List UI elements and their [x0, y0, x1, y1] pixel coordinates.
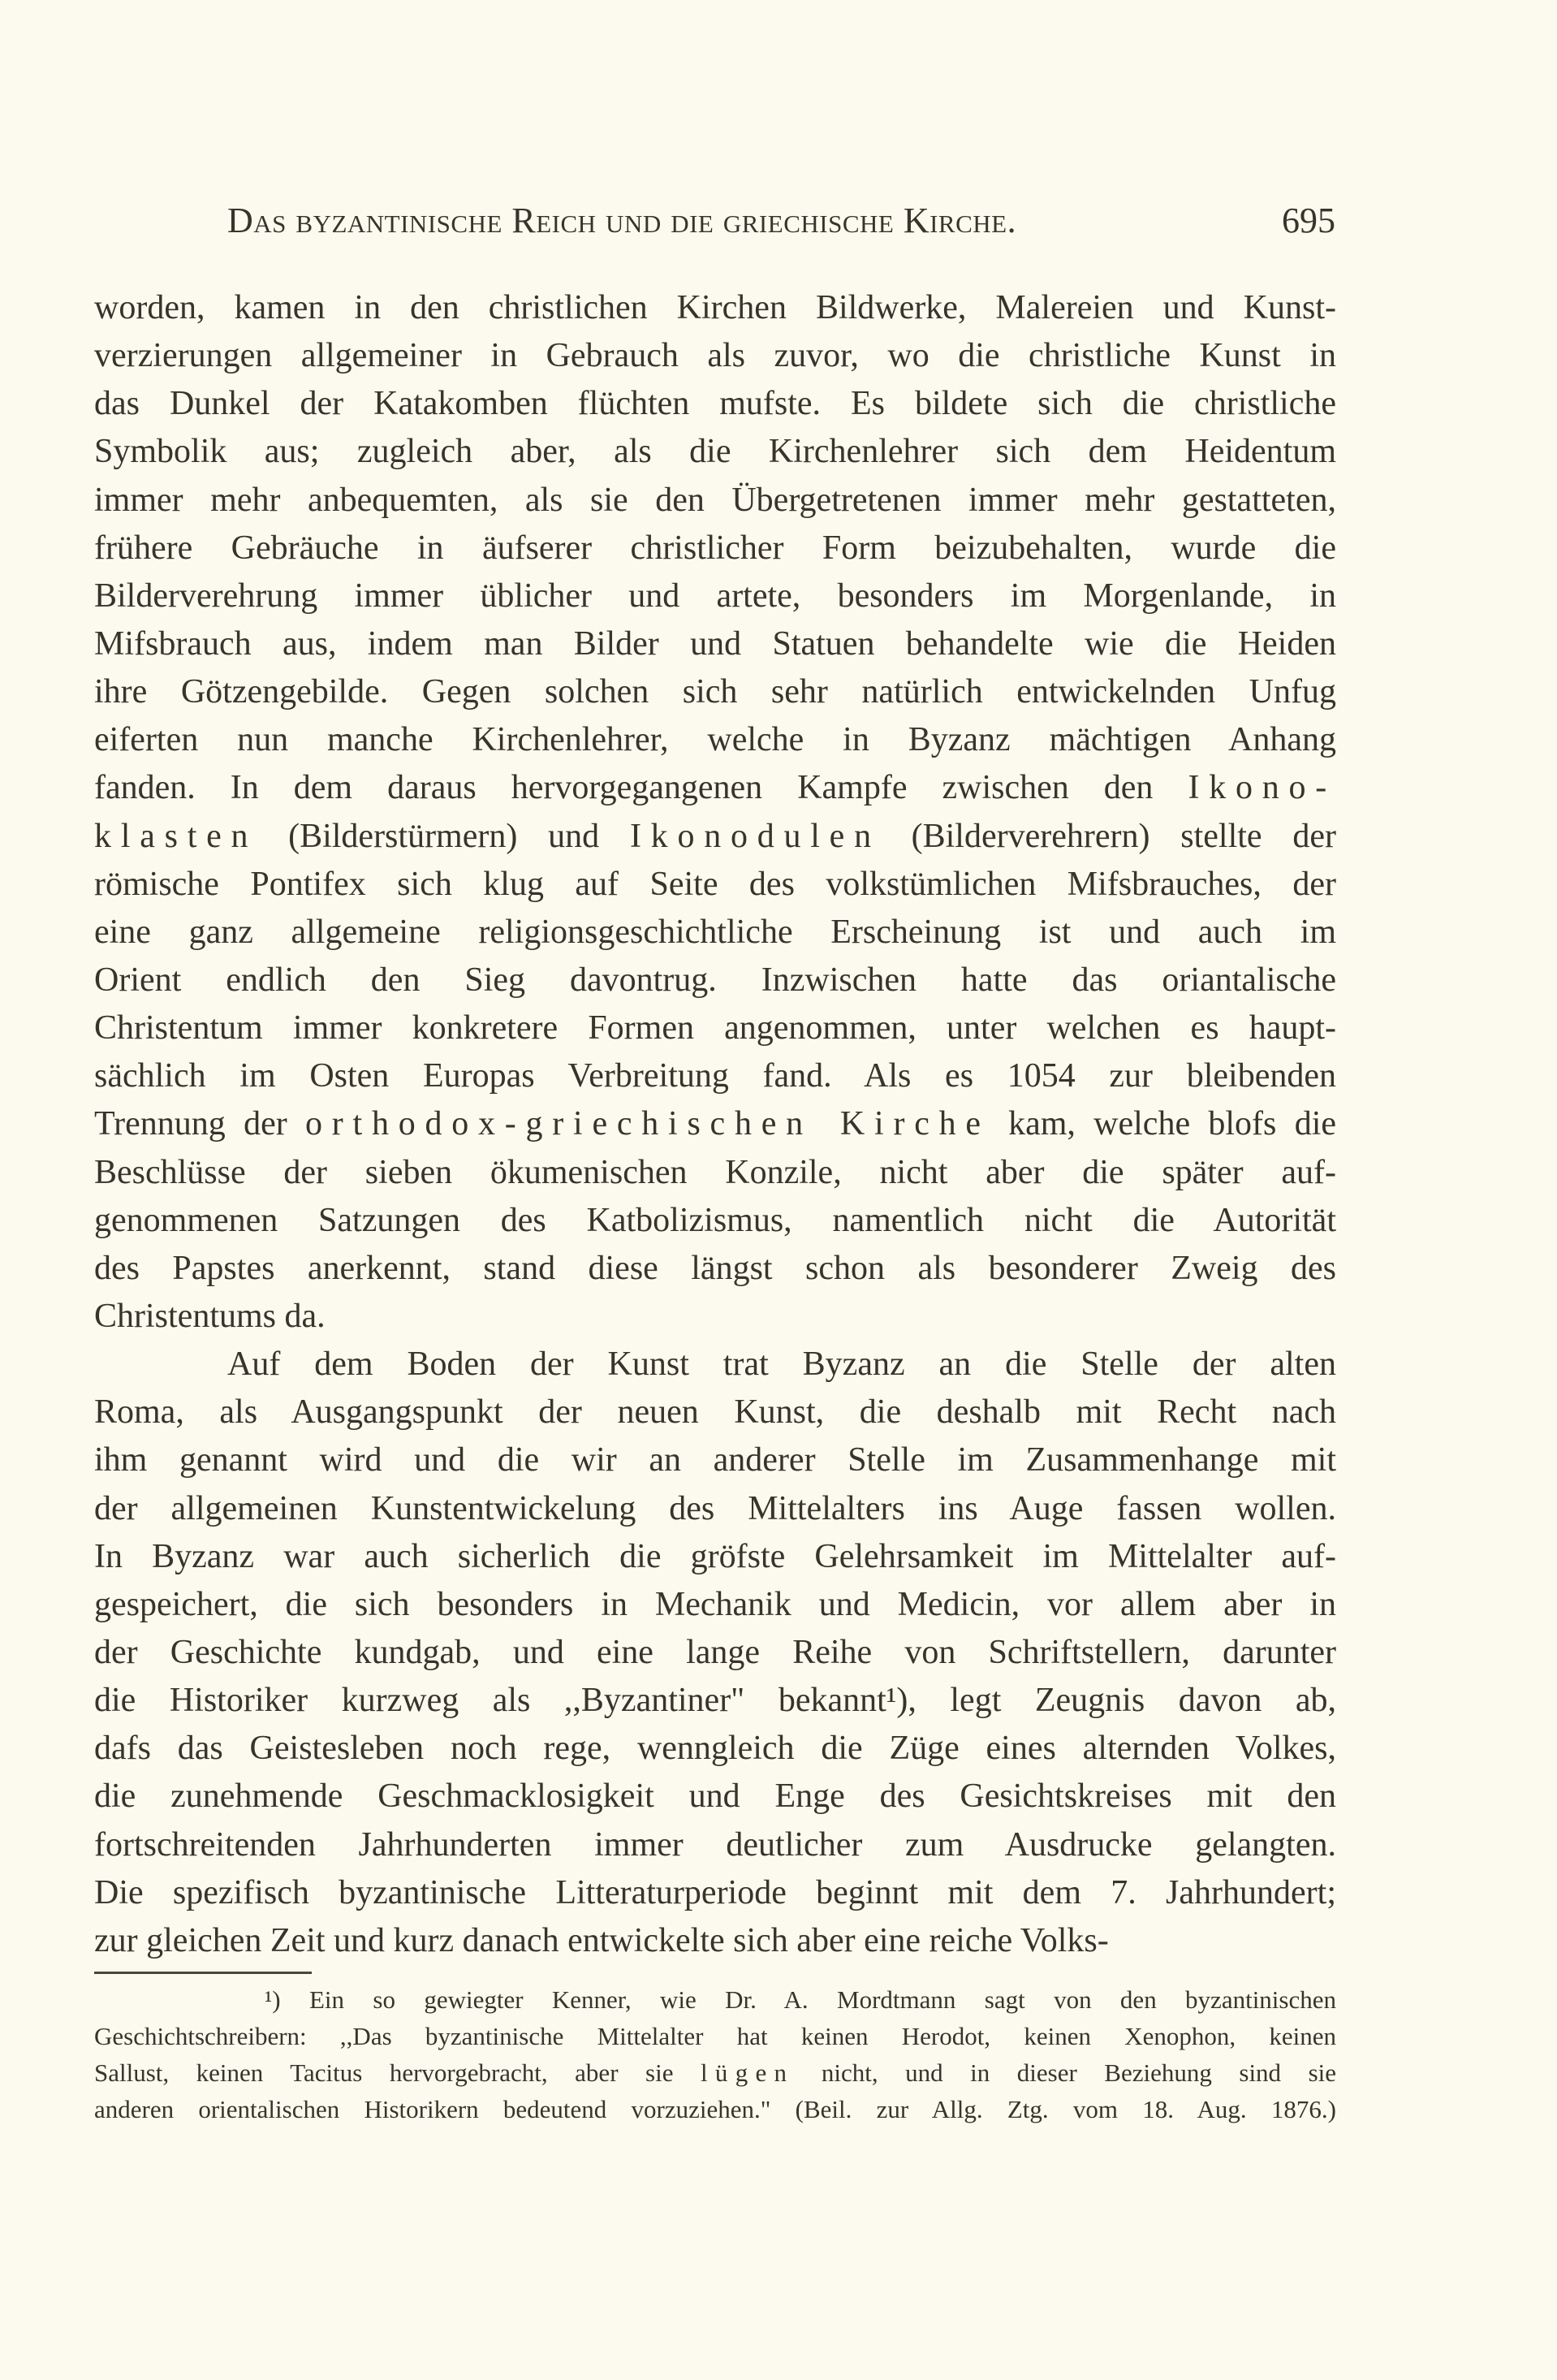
spaced-emphasis: klasten [94, 817, 258, 855]
text-line: Christentums da. [94, 1297, 326, 1335]
text-line: Die spezifisch byzantinische Litteraturperiode beginnt mit dem 7. Jahrhundert; [94, 1873, 1336, 1911]
text-line: gespeichert, die sich besonders in Mechanik und Medicin, vor allem aber in [94, 1585, 1336, 1623]
text-line: Mifsbrauch aus, indem man Bilder und Statuen behandelte wie die Heiden [94, 624, 1336, 663]
running-header [227, 200, 1335, 248]
footnote-line: anderen orientalischen Historikern bedeutend vorzuziehen." (Beil. zur Allg. Ztg. vom 18. Aug. 1876.) [94, 2095, 1336, 2123]
text-line: Roma, als Ausgangspunkt der neuen Kunst, die deshalb mit Recht nach [94, 1393, 1336, 1432]
running-title: Das byzantinische Reich und die griechische Kirche. [227, 201, 1017, 240]
footnotes [94, 1981, 1336, 2127]
text-segment: Trennung der [94, 1105, 306, 1143]
text-line: dafs das Geistesleben noch rege, wenngleich die Züge eines alternden Volkes, [94, 1730, 1336, 1768]
spaced-emphasis: orthodox-griechischen Kirche [305, 1105, 990, 1143]
text-line: die zunehmende Geschmacklosigkeit und Enge des Gesichtskreises mit den [94, 1777, 1336, 1816]
text-line [94, 1100, 1336, 1148]
text-line: Beschlüsse der sieben ökumenischen Konzile, nicht aber die später auf- [94, 1153, 1336, 1191]
footnote-divider [94, 1972, 312, 1974]
text-line: der allgemeinen Kunstentwickelung des Mittelalters ins Auge fassen wollen. [94, 1489, 1336, 1527]
text-segment: (Bilderstürmern) und [257, 817, 630, 855]
text-line: des Papstes anerkennt, stand diese längst schon als besonderer Zweig des [94, 1249, 1336, 1287]
text-line: eine ganz allgemeine religionsgeschichtliche Erscheinung ist und auch im [94, 913, 1336, 951]
text-segment: fanden. In dem daraus hervorgegangenen Kampfe zwischen den [94, 769, 1188, 807]
text-line: fortschreitenden Jahrhunderten immer deutlicher zum Ausdrucke gelangten. [94, 1825, 1336, 1864]
text-line: ihre Götzengebilde. Gegen solchen sich sehr natürlich entwickelnden Unfug [94, 673, 1336, 711]
text-line: die Historiker kurzweg als ,,Byzantiner" bekannt¹), legt Zeugnis davon ab, [94, 1682, 1336, 1720]
text-line: genommenen Satzungen des Katbolizismus, namentlich nicht die Autorität [94, 1201, 1336, 1239]
text-line: der Geschichte kundgab, und eine lange Reihe von Schriftstellern, darunter [94, 1633, 1336, 1671]
text-line: verzierungen allgemeiner in Gebrauch als zuvor, wo die christliche Kunst in [94, 337, 1336, 375]
text-line: zur gleichen Zeit und kurz danach entwickelte sich aber eine reiche Volks- [94, 1921, 1109, 1959]
text-line: eiferten nun manche Kirchenlehrer, welche in Byzanz mächtigen Anhang [94, 721, 1336, 759]
footnote-line [94, 2054, 1336, 2091]
text-segment: Sallust, keinen Tacitus hervorgebracht, aber sie [94, 2058, 701, 2087]
text-line: In Byzanz war auch sicherlich die gröfste Gelehrsamkeit im Mittelalter auf- [94, 1537, 1336, 1575]
text-line [94, 764, 1336, 812]
spaced-emphasis: lügen [700, 2058, 795, 2087]
text-line: das Dunkel der Katakomben flüchten mufste. Es bildete sich die christliche [94, 385, 1336, 423]
spaced-emphasis: Ikono- [1188, 769, 1336, 807]
text-segment: nicht, und in dieser Beziehung sind sie [794, 2058, 1337, 2087]
text-line: Bilderverehrung immer üblicher und artete, besonders im Morgenlande, in [94, 577, 1336, 615]
text-line: römische Pontifex sich klug auf Seite des volkstümlichen Mifsbrauches, der [94, 865, 1336, 903]
text-segment: kam, welche blofs die [990, 1105, 1336, 1143]
footnote-line: Geschichtschreibern: ,,Das byzantinische Mittelalter hat keinen Herodot, keinen Xenophon, keinen [94, 2022, 1336, 2050]
page-number: 695 [1282, 201, 1335, 240]
text-segment: (Bilderverehrern) stellte der [880, 817, 1336, 855]
text-line: Auf dem Boden der Kunst trat Byzanz an die Stelle der alten [227, 1345, 1336, 1384]
text-line: Symbolik aus; zugleich aber, als die Kirchenlehrer sich dem Heidentum [94, 433, 1336, 471]
text-line: immer mehr anbequemten, als sie den Übergetretenen immer mehr gestatteten, [94, 481, 1336, 519]
text-line: worden, kamen in den christlichen Kirchen Bildwerke, Malereien und Kunst- [94, 289, 1336, 326]
text-line: ihm genannt wird und die wir an anderer Stelle im Zusammenhange mit [94, 1441, 1336, 1479]
text-line: sächlich im Osten Europas Verbreitung fand. Als es 1054 zur bleibenden [94, 1057, 1336, 1095]
text-line [94, 813, 1336, 861]
text-line: frühere Gebräuche in äufserer christlicher Form beizubehalten, wurde die [94, 529, 1336, 567]
text-line: Orient endlich den Sieg davontrug. Inzwischen hatte das oriantalische [94, 961, 1336, 999]
spaced-emphasis: Ikonodulen [629, 817, 881, 855]
body-text [94, 284, 1336, 1965]
footnote-line: ¹) Ein so gewiegter Kenner, wie Dr. A. Mordtmann sagt von den byzantinischen [265, 1985, 1336, 2014]
text-line: Christentum immer konkretere Formen angenommen, unter welchen es haupt- [94, 1009, 1336, 1047]
